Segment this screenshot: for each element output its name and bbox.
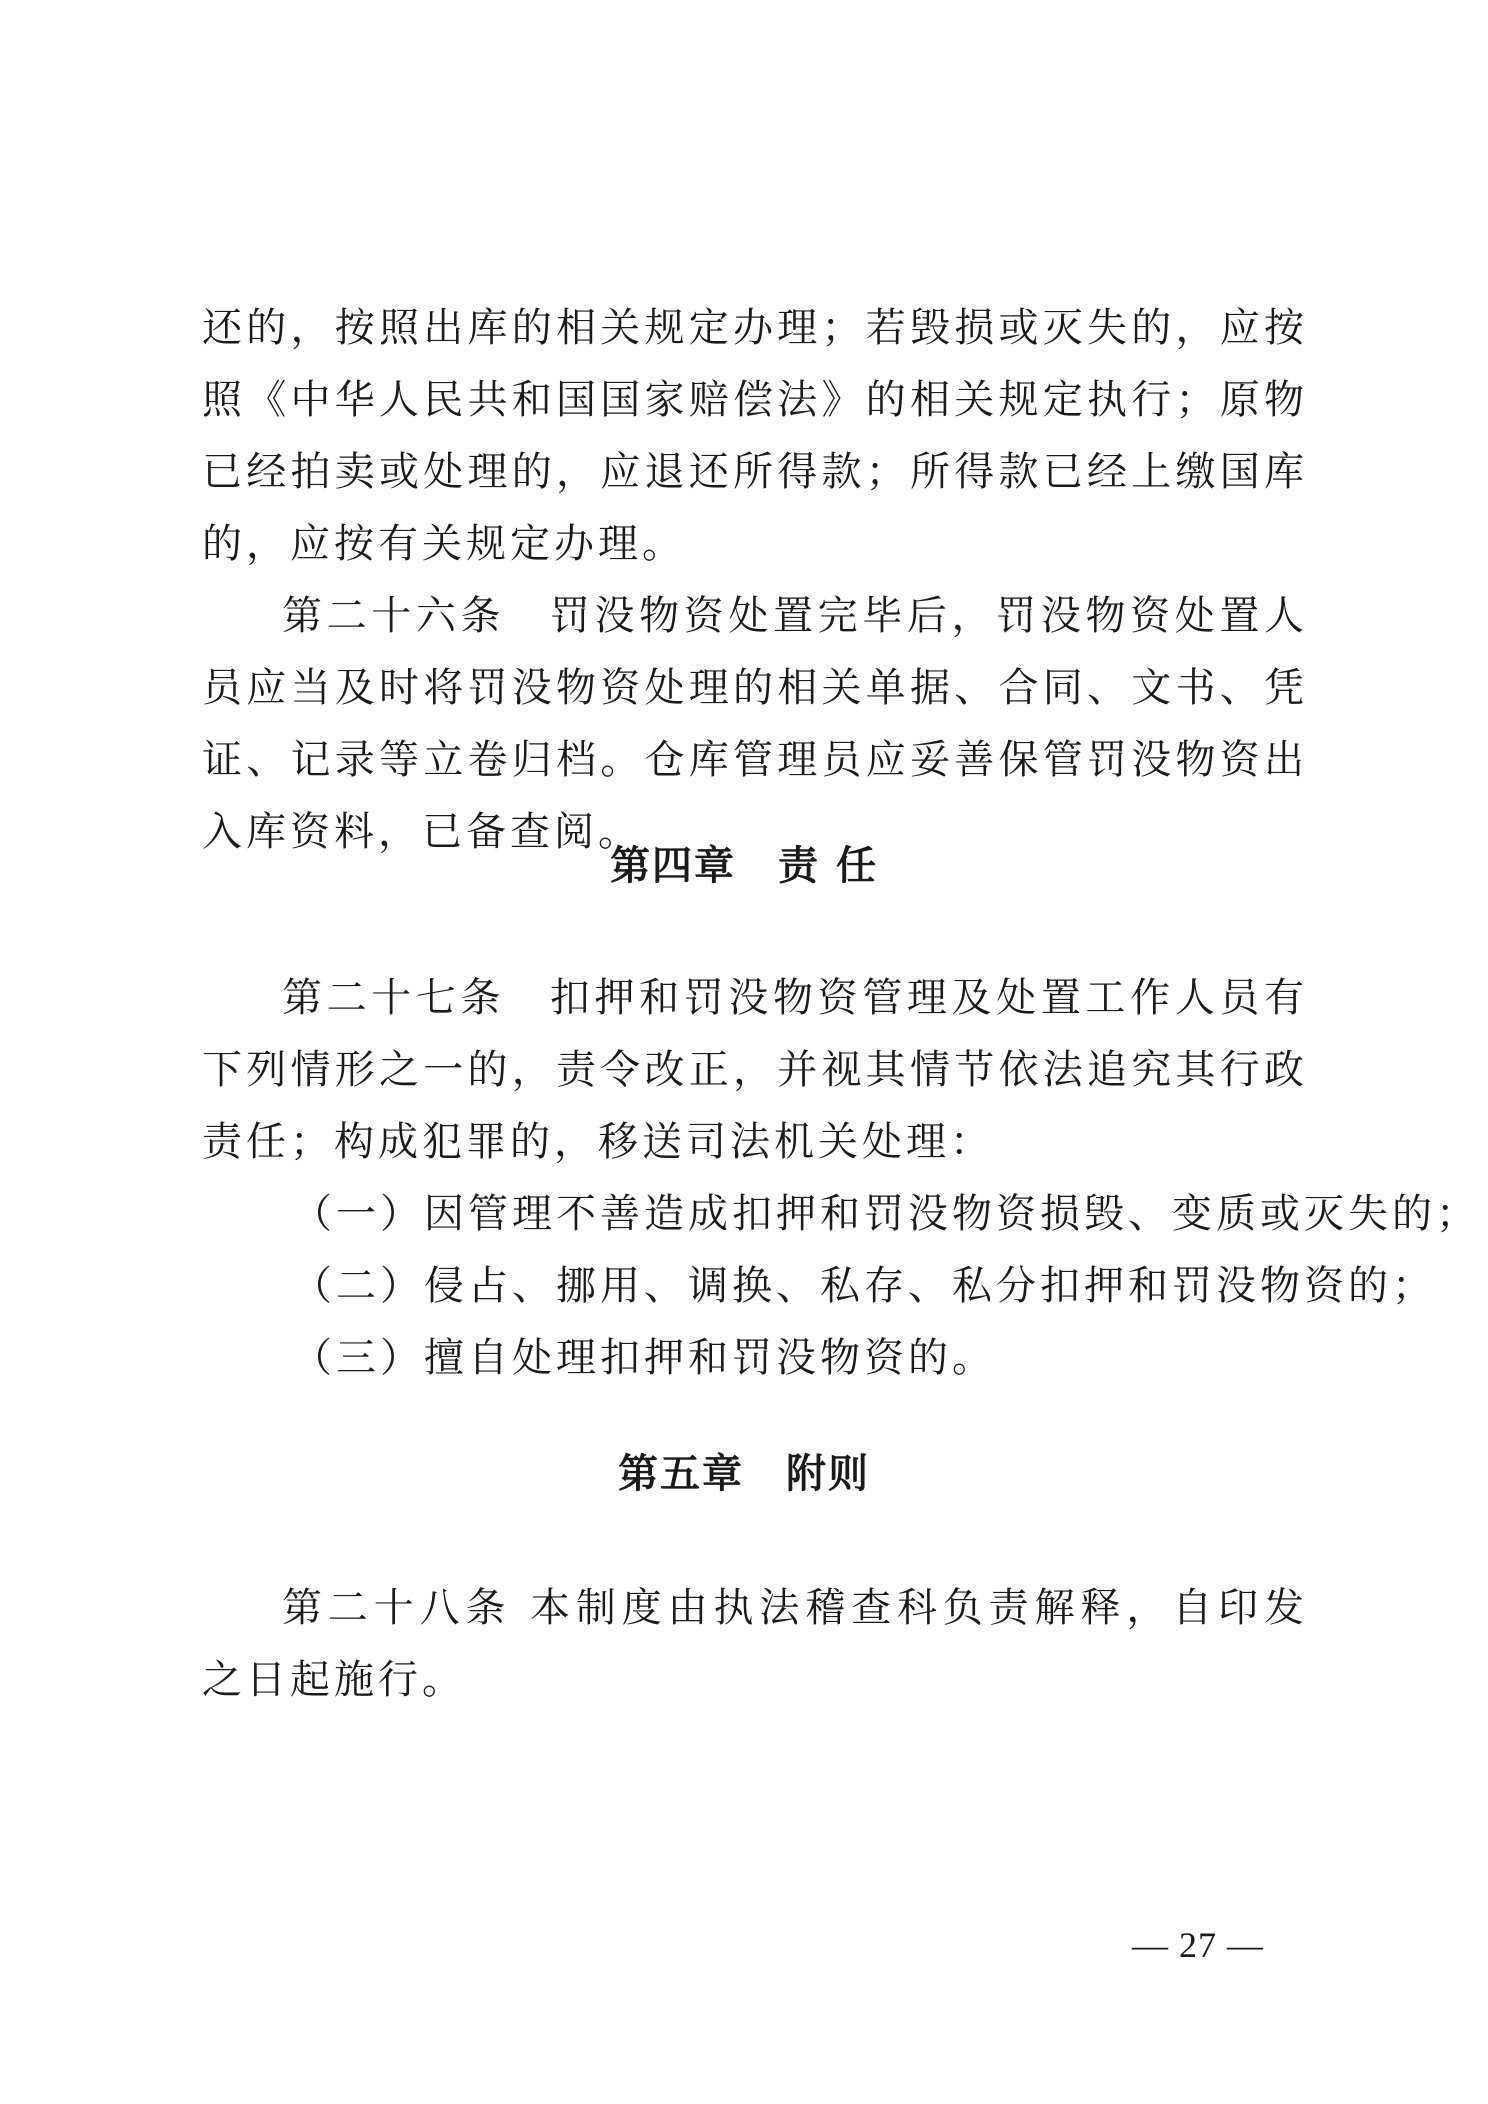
paragraph-article-25-continued: 还的，按照出库的相关规定办理；若毁损或灭失的，应按照《中华人民共和国国家赔偿法》的相关规定执行；原物已经拍卖或处理的，应退还所得款；所得款已经上缴国库的，应按有关规定办理。 [202,305,1308,567]
paragraph-article-27: 第二十七条 扣押和罚没物资管理及处置工作人员有下列情形之一的，责令改正，并视其情节依法追究其行政责任；构成犯罪的，移送司法机关处理： [202,975,1308,1165]
list-item-2: （二）侵占、挪用、调换、私存、私分扣押和罚没物资的； [292,1263,1436,1309]
list-item-1: （一）因管理不善造成扣押和罚没物资损毁、变质或灭失的； [292,1191,1480,1237]
page-number: — 27 — [1132,1925,1264,1965]
list-item-3: （三）擅自处理扣押和罚没物资的。 [292,1335,996,1381]
chapter-5-heading: 第五章 附则 [618,1451,870,1497]
chapter-4-heading: 第四章 责 任 [610,843,878,889]
paragraph-article-26: 第二十六条 罚没物资处置完毕后，罚没物资处置人员应当及时将罚没物资处理的相关单据、合同、文书、凭证、记录等立卷归档。仓库管理员应妥善保管罚没物资出入库资料，已备查阅。 [202,593,1308,855]
paragraph-article-28: 第二十八条 本制度由执法稽查科负责解释，自印发之日起施行。 [202,1585,1308,1703]
